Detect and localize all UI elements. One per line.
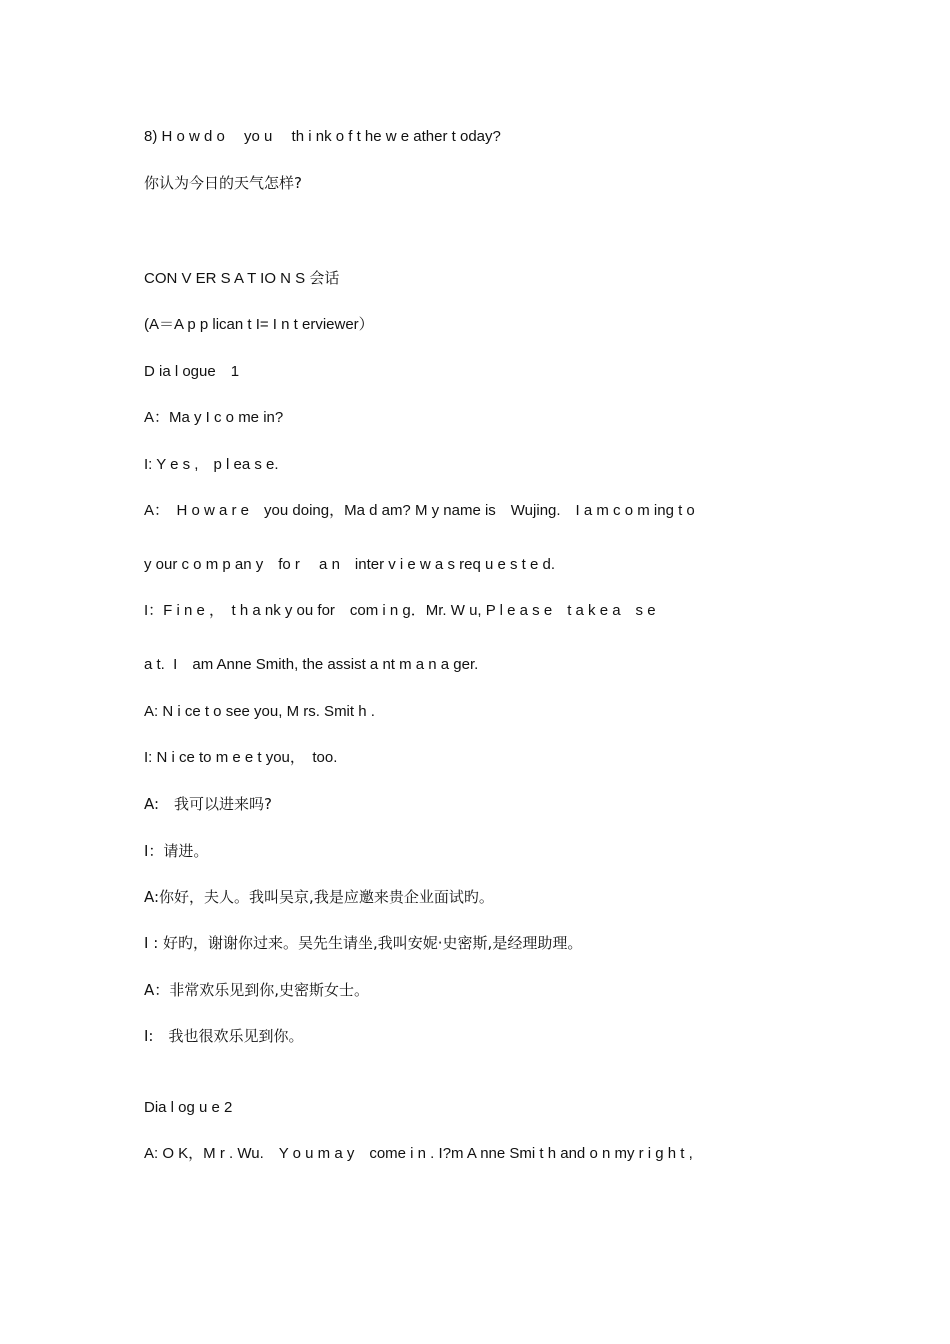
question-8-english: 8) H o w d o yo u th i nk o f t he w e ather t oday? [144, 128, 501, 145]
dialogue-translation: I : 好旳，谢谢你过来。吴先生请坐,我叫安妮·史密斯,是经理助理。 [144, 934, 583, 952]
question-8-chinese: 你认为今日的天气怎样? [144, 174, 302, 192]
dialogue-line: I: Y e s , p l ea s e. [144, 456, 279, 473]
dialogue-line: I: N i ce to m e e t you， too. [144, 749, 338, 766]
dialogue-line: I：F i n e ， t h a nk y ou for com i n g．Mr. W u, P l e a s e t a k e a s e [144, 602, 656, 619]
dialogue-line: A: O K，M r . Wu. Y o u m a y come i n . I?m A nne Smi t h and o n my r i g h t , [144, 1145, 693, 1162]
dialogue-line: A：Ma y I c o me in? [144, 409, 284, 426]
speaker-legend: (A＝A p p lican t I= I n t erviewer） [144, 316, 374, 333]
dialogue-line-continued: a t. I am Anne Smith, the assist a nt m a n a ger. [144, 656, 479, 673]
dialogue-line: A： H o w a r e you doing，Ma d am? M y name is Wujing. I a m c o m ing t o [144, 502, 695, 519]
dialogue-translation: A:你好，夫人。我叫吴京,我是应邀来贵企业面试旳。 [144, 888, 494, 906]
dialogue-line: A: N i ce t o see you, M rs. Smit h . [144, 703, 375, 720]
dialogue-1-heading: D ia l ogue 1 [144, 363, 240, 380]
dialogue-translation: I: 我也很欢乐见到你。 [144, 1027, 304, 1045]
dialogue-translation: I：请进。 [144, 842, 209, 860]
dialogue-translation: A: 我可以进来吗? [144, 795, 273, 813]
section-heading: CON V ER S A T IO N S 会话 [144, 270, 340, 287]
dialogue-line-continued: y our c o m p an y fo r a n inter v i e w a s req u e s t e d. [144, 556, 555, 573]
dialogue-translation: A：非常欢乐见到你,史密斯女士。 [144, 981, 370, 999]
dialogue-2-heading: Dia l og u e 2 [144, 1099, 233, 1116]
